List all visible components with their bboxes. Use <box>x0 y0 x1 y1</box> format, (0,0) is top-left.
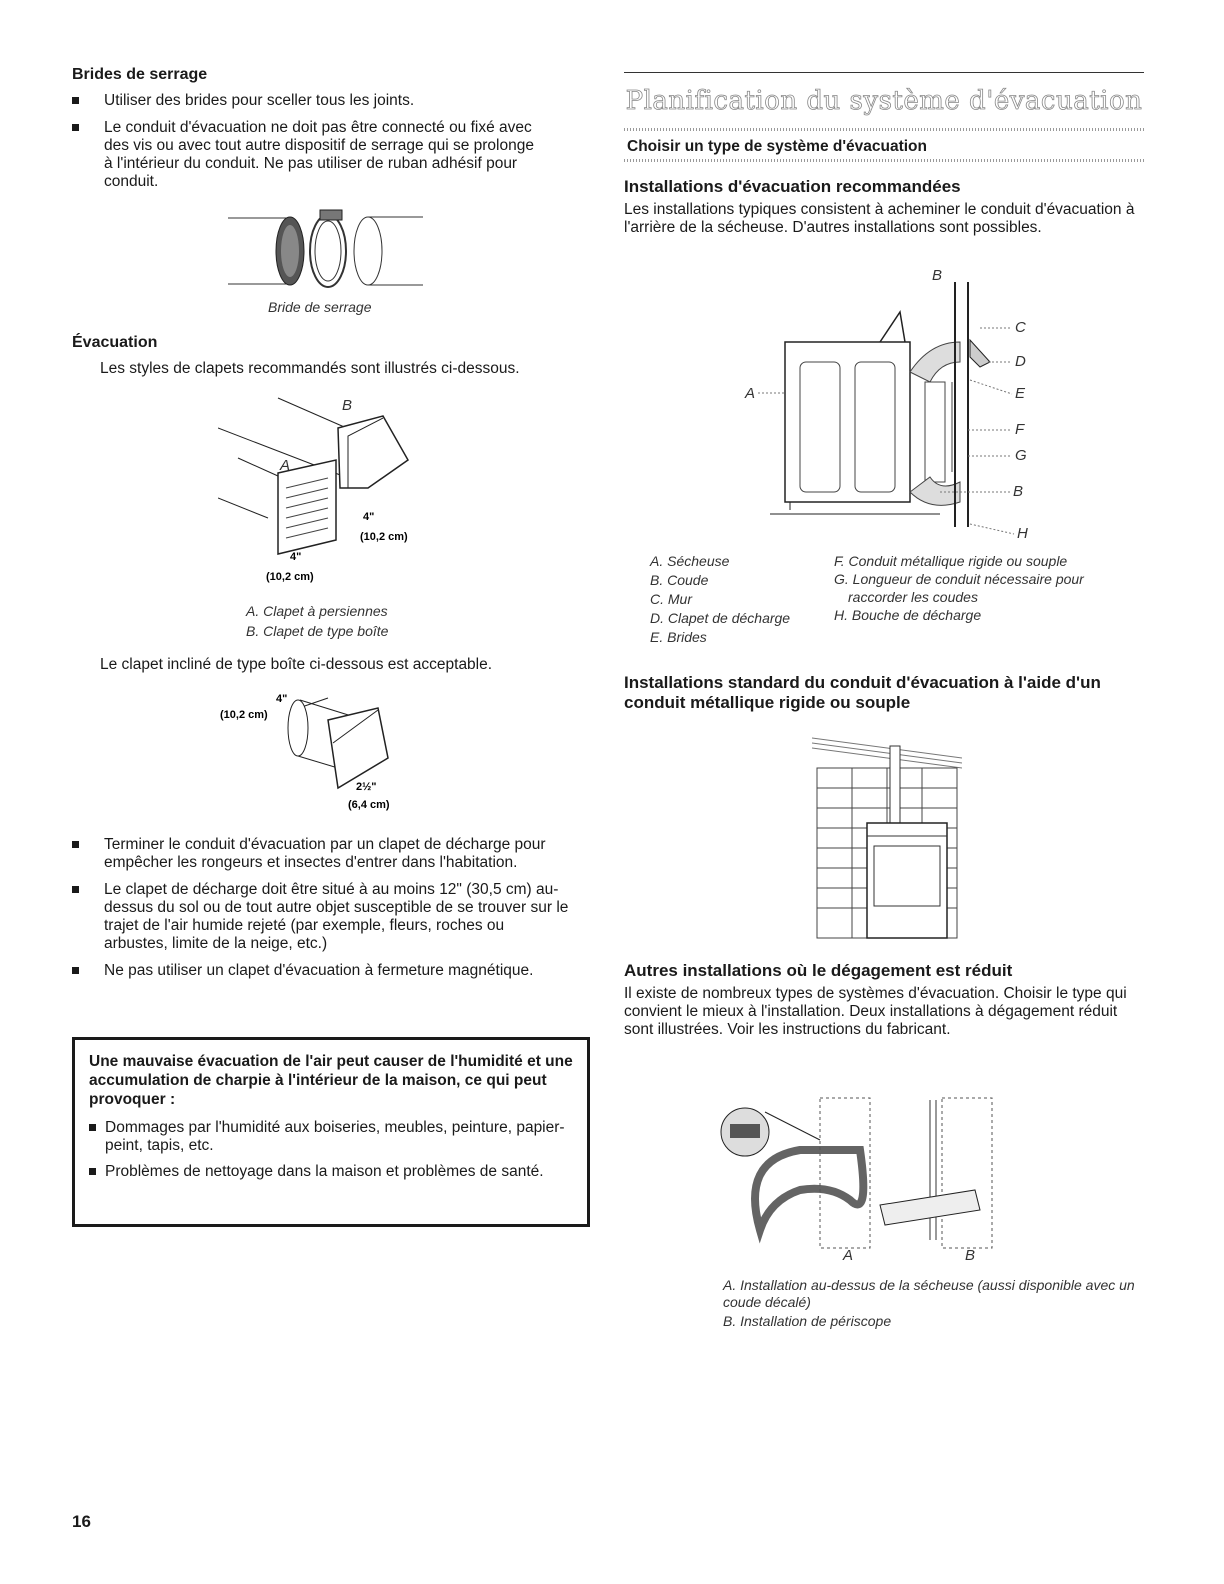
diagram-label-e: E <box>1015 385 1026 402</box>
legend-item: B. Coude <box>650 572 709 588</box>
angled-dim2-cm: (6,4 cm) <box>348 799 390 811</box>
warning-list <box>89 1119 573 1181</box>
dotted-rule-bottom <box>624 159 1144 162</box>
exhaust-heading: Évacuation <box>72 334 158 351</box>
clamps-bullets <box>72 92 542 200</box>
exhaust-bullets <box>72 836 572 989</box>
legend-item: F. Conduit métallique rigide ou souple <box>834 553 1068 569</box>
reduced-body: Il existe de nombreux types de systèmes d'évacuation. Choisir le type qui convient le mieux à l'installation. Deux installations à dégagement réduit sont illustrées. Voir les instructions du fabricant. <box>624 985 1127 1038</box>
legend-left <box>650 552 790 647</box>
legend-right <box>834 552 1134 624</box>
standard-heading: Installations standard du conduit d'évacuation à l'aide d'un conduit métallique rigide ou souple <box>624 673 1101 712</box>
list-item: Terminer le conduit d'évacuation par un clapet de décharge pour empêcher les rongeurs et insectes d'entrer dans l'habitation. <box>72 836 572 872</box>
clamps-heading: Brides de serrage <box>72 66 208 83</box>
clamp-illustration <box>228 200 428 290</box>
louver-dim-in: 4" <box>290 551 302 563</box>
angled-dim-in: 4" <box>276 693 288 705</box>
recommended-heading: Installations d'évacuation recommandées <box>624 177 961 196</box>
list-item: Le clapet de décharge doit être situé à au moins 12" (30,5 cm) au-dessus du sol ou de tout autre objet susceptible de se trouver sur le trajet de l'air humide rejeté (par exemple, fleurs, roches ou arbustes, limite de la neige, etc.) <box>72 881 572 953</box>
angled-dim-cm: (10,2 cm) <box>220 709 268 721</box>
diagram-label-c: C <box>1015 319 1026 336</box>
list-item: Problèmes de nettoyage dans la maison et problèmes de santé. <box>89 1163 573 1181</box>
diagram-label-d: D <box>1015 353 1026 370</box>
page-number: 16 <box>72 1512 91 1531</box>
reduced-heading: Autres installations où le dégagement est réduit <box>624 961 1013 980</box>
angled-hood-text: Le clapet incliné de type boîte ci-dessous est acceptable. <box>100 656 493 673</box>
warning-box <box>72 1037 590 1227</box>
reduced-fig-label-a: A <box>843 1247 854 1264</box>
louver-dim-cm: (10,2 cm) <box>266 571 314 583</box>
hood-label-b: B <box>342 397 353 414</box>
legend-item: C. Mur <box>650 591 692 607</box>
diagram-label-a: A <box>745 385 756 402</box>
diagram-label-g: G <box>1015 447 1027 464</box>
warning-title: Une mauvaise évacuation de l'air peut causer de l'humidité et une accumulation de charpie à l'intérieur de la maison, ce qui peut provoquer : <box>89 1053 573 1108</box>
section-rule <box>624 72 1144 73</box>
legend-item: E. Brides <box>650 629 707 645</box>
list-item: Utiliser des brides pour sceller tous les joints. <box>72 92 542 110</box>
hood-label-a: A <box>280 457 291 474</box>
list-item: Le conduit d'évacuation ne doit pas être connecté ou fixé avec des vis ou avec tout autre dispositif de serrage qui se prolonge à l'intérieur du conduit. Ne pas utiliser de ruban adhésif pour conduit. <box>72 119 542 191</box>
section-title: Planification du système d'évacuation <box>625 86 1143 116</box>
hood-caption-a: A. Clapet à persiennes <box>246 603 388 619</box>
box-dim-in: 4" <box>363 511 375 523</box>
legend-item: A. Sécheuse <box>650 553 730 569</box>
angled-dim2-in: 2½" <box>356 781 377 793</box>
diagram-label-b-top: B <box>932 267 943 284</box>
box-dim-cm: (10,2 cm) <box>360 531 408 543</box>
diagram-label-h: H <box>1017 525 1028 542</box>
legend-item: D. Clapet de décharge <box>650 610 791 626</box>
legend-item: G. Longueur de conduit nécessaire pour raccorder les coudes <box>834 571 1084 605</box>
angled-hood-illustration <box>218 688 428 813</box>
hood-caption-b: B. Clapet de type boîte <box>246 623 389 639</box>
dotted-rule-top <box>624 128 1144 131</box>
legend-item: H. Bouche de décharge <box>834 607 982 623</box>
reduced-caption-b: B. Installation de périscope <box>723 1313 892 1329</box>
list-item: Ne pas utiliser un clapet d'évacuation à fermeture magnétique. <box>72 962 572 980</box>
diagram-label-b-bottom: B <box>1013 483 1024 500</box>
clamp-caption: Bride de serrage <box>268 299 372 315</box>
system-type-subheading: Choisir un type de système d'évacuation <box>627 138 927 155</box>
reduced-caption-a: A. Installation au-dessus de la sécheuse (aussi disponible avec un coude décalé) <box>723 1277 1135 1310</box>
list-item: Dommages par l'humidité aux boiseries, meubles, peinture, papier-peint, tapis, etc. <box>89 1119 573 1155</box>
diagram-label-f: F <box>1015 421 1025 438</box>
dryer-vent-diagram <box>730 262 1050 552</box>
exhaust-hoods-illustration <box>218 388 438 598</box>
reduced-clearance-illustration <box>700 1090 1010 1270</box>
reduced-fig-label-b: B <box>965 1247 976 1264</box>
exhaust-intro: Les styles de clapets recommandés sont illustrés ci-dessous. <box>100 360 520 377</box>
standard-install-illustration <box>812 728 962 943</box>
recommended-body: Les installations typiques consistent à acheminer le conduit d'évacuation à l'arrière de la sécheuse. D'autres installations sont possibles. <box>624 201 1135 236</box>
